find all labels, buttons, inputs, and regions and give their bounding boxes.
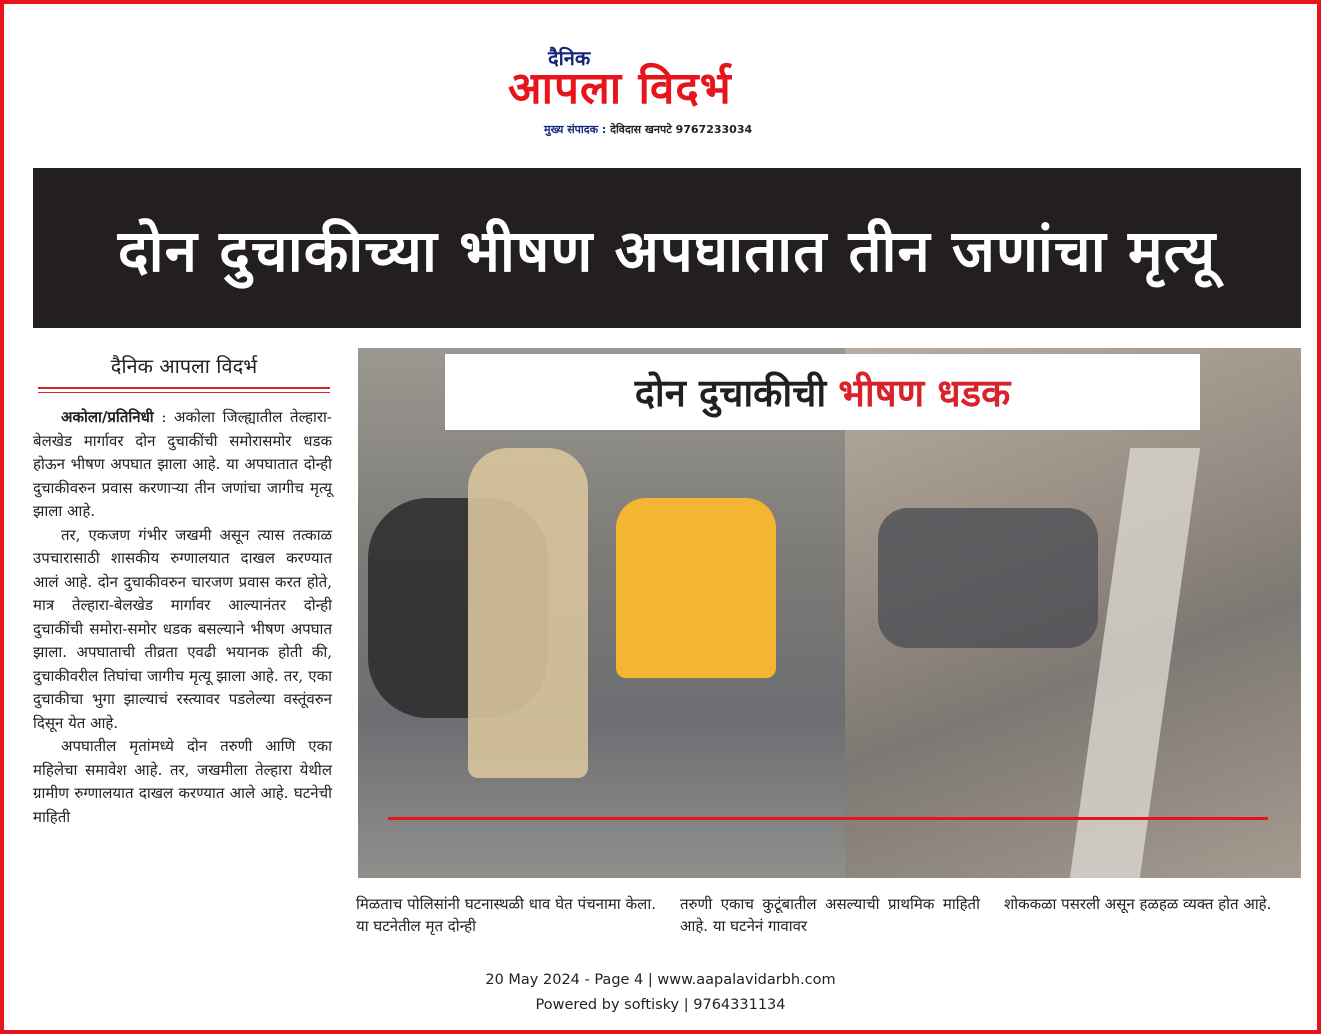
editor-value: देविदास खनपटे 9767233034 <box>606 123 753 136</box>
byline-rule <box>38 387 330 389</box>
article-body <box>33 406 332 829</box>
news-photo <box>358 348 1301 878</box>
headline: दोन दुचाकीच्या भीषण अपघातात तीन जणांचा मृत्यू <box>117 216 1217 285</box>
photo-caption-banner <box>445 354 1200 430</box>
photo-caption-dark: दोन दुचाकीची <box>634 371 827 415</box>
footer-powered-by: Powered by softisky | 9764331134 <box>535 997 786 1013</box>
continuation-col-1: मिळताच पोलिसांनी घटनास्थळी धाव घेत पंचनामा केला. या घटनेतील मृत दोन्ही <box>356 895 656 935</box>
footer-date-page: 20 May 2024 - Page 4 | www.aapalavidarbh.com <box>485 972 836 988</box>
byline: दैनिक आपला विदर्भ <box>110 354 258 378</box>
masthead-daily: दैनिक <box>548 46 591 70</box>
editor-label: मुख्य संपादक : <box>544 123 607 136</box>
masthead-title: आपला विदर्भ <box>508 63 732 114</box>
masthead-editor <box>544 122 752 137</box>
continuation-col-2: तरुणी एकाच कुटूंबातील असल्याची प्राथमिक माहिती आहे. या घटनेनं गावावर <box>680 895 980 935</box>
article-paragraph-1 <box>33 406 332 524</box>
byline-rule-thin <box>38 392 330 393</box>
article-paragraph-2: तर, एकजण गंभीर जखमी असून त्यास तत्काळ उपचारासाठी शासकीय रुग्णालयात दाखल करण्यात आलं आहे. दोन दुचाकीवरुन चारजण प्रवास करत होते, मात्र तेल्हारा-बेलखेड मार्गावर आल्यानंतर दोन्ही दुचाकींची समोरा-समोर धडक बसल्याने भीषण अपघात झाला. अपघाताची तीव्रता एवढी भयानक होती की, दुचाकीवरील तिघांचा जागीच मृत्यू झाला आहे. तर, एका दुचाकीचा भुगा झाल्याचं रस्त्यावर पडलेल्या वस्तूंवरुन दिसून येत आहे. <box>33 525 332 732</box>
headline-bar <box>33 168 1301 328</box>
dateline: अकोला/प्रतिनिधी <box>61 408 154 426</box>
helper-man <box>616 498 776 678</box>
road-debris <box>878 508 1098 648</box>
photo-caption-red: भीषण धडक <box>838 371 1011 415</box>
article-paragraph-3: अपघातील मृतांमध्ये दोन तरुणी आणि एका महिलेचा समावेश आहे. तर, जखमीला तेल्हारा येथील ग्रामीण रुग्णालयात दाखल करण्यात आले आहे. घटनेची माहिती <box>33 737 332 826</box>
paragraph-1-text: : अकोला जिल्ह्यातील तेल्हारा-बेलखेड मार्गावर दोन दुचाकींची समोरासमोर धडक होऊन भीषण अपघात झाला आहे. या अपघातात दोन्ही दुचाकीवरुन प्रवास करणाऱ्या तीन जणांचा जागीच मृत्यू झाला आहे. <box>33 408 332 520</box>
continuation-col-3: शोककळा पसरली असून हळहळ व्यक्त होत आहे. <box>1004 895 1272 913</box>
photo-red-line <box>388 817 1268 820</box>
police-officer <box>468 448 588 778</box>
